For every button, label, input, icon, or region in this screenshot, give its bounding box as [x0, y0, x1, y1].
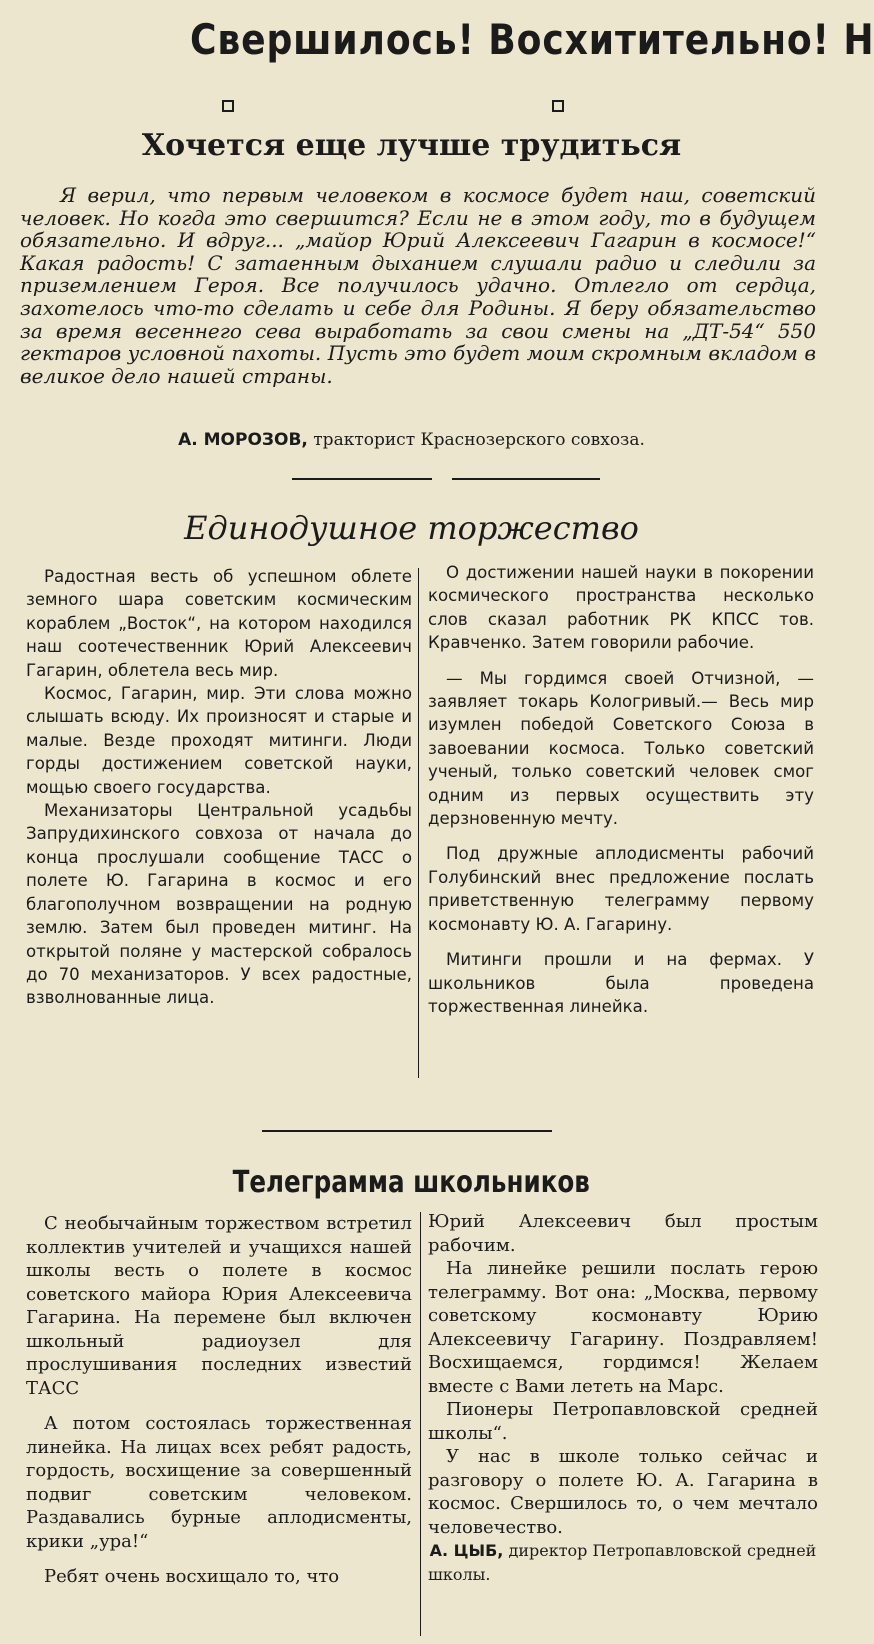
article3-paragraph: На линейке решили послать герою телеграмму. Вот она: „Москва, первому советскому космонавту Юрию Алексеевичу Гагарину. Поздравляем! Восхищаемся, гордимся! Желаем вместе с Вами лететь на Марс.: [428, 1258, 818, 1397]
article2-paragraph: О достижении нашей науки в покорении космического пространства несколько слов сказал работник РК КПСС тов. Кравченко. Затем говорили рабочие.: [428, 563, 814, 653]
column-divider: [418, 568, 419, 1078]
article3-paragraph: А потом состоялась торжественная линейка. На лицах всех ребят радость, гордость, восхищение за совершенный подвиг советским человеком. Раздавались бурные аплодисменты, крики „ура!“: [26, 1413, 412, 1552]
article3-paragraph: Ребят очень восхищало то, что: [44, 1566, 340, 1587]
article3-paragraph: С необычайным торжеством встретил коллектив учителей и учащихся нашей школы весть о полете в космос советского майора Юрия Алексеевича Гагарина. На перемене был включен школьный радиоузел для прослушивания последних известий ТАСС: [26, 1213, 412, 1399]
article1-title: Хочется еще лучше трудиться: [141, 128, 682, 163]
separator-rule: [262, 1130, 552, 1132]
article3-paragraph: У нас в школе только сейчас и разговору о полете Ю. А. Гагарина в космос. Свершилось то, о чем мечтало человечество.: [428, 1446, 818, 1538]
article1-paragraph: Я верил, что первым человеком в космосе будет наш, советский человек. Но когда это свершится? Если не в этом году, то в будущем обязательно. И вдруг... „майор Юрий Алексеевич Гагарин в космосе!“ Какая радость! С затаенным дыханием слушали радио и следили за приземлением Героя. Все получилось удачно. Отлегло от сердца, захотелось что-то сделать и себе для Родины. Я беру обязательство за время весеннего сева выработать за свои смены на „ДТ-54“ 550 гектаров условной пахоты. Пусть это будет моим скромным вкладом в великое дело нашей страны.: [20, 183, 816, 388]
article2-left-column: [26, 565, 412, 1010]
article3-title: Телеграмма школьников: [232, 1165, 590, 1200]
article1-author-role: тракторист Краснозерского совхоза.: [313, 430, 645, 450]
article2-paragraph: Под дружные аплодисменты рабочий Голубинский внес предложение послать приветственную телеграмму первому космонавту Ю. А. Гагарину.: [428, 844, 814, 934]
article1-body: [20, 184, 816, 387]
article3-left-column: [26, 1212, 412, 1589]
article3-author: А. ЦЫБ,: [429, 1541, 504, 1560]
article3-paragraph: Пионеры Петропавловской средней школы“.: [428, 1399, 818, 1444]
article2-right-column: [428, 561, 814, 1018]
article3-signature: [428, 1539, 818, 1586]
column-divider: [420, 1212, 421, 1636]
article2-paragraph: Космос, Гагарин, мир. Эти слова можно слышать всюду. Их произносят и старые и малые. Везде проходят митинги. Люди горды достижением советской науки, мощью своего государства.: [26, 684, 412, 797]
separator-rule: [292, 478, 432, 480]
article3-author-role: директор Петропавловской средней школы.: [428, 1541, 817, 1584]
article2-paragraph: — Мы гордимся своей Отчизной, — заявляет токарь Кологривый.— Весь мир изумлен победой Советского Союза в завоевании космоса. Только советский ученый, только советский человек смог одним из первых осуществить эту дерзновенную мечту.: [428, 668, 814, 829]
ornament-square-left: [222, 100, 234, 112]
banner-headline: Свершилось! Восхитительно! Н: [190, 15, 874, 64]
article1-signature: [0, 428, 823, 452]
ornament-square-right: [552, 100, 564, 112]
article1-author: А. МОРОЗОВ,: [178, 430, 308, 450]
article2-paragraph: Радостная весть об успешном облете земного шара советским космическим кораблем „Восток“, на котором находился наш соотечественник Юрий Алексеевич Гагарин, облетела весь мир.: [26, 567, 412, 680]
article3-paragraph: Юрий Алексеевич был простым рабочим.: [428, 1211, 818, 1256]
article2-paragraph: Механизаторы Центральной усадьбы Запрудихинского совхоза от начала до конца прослушали сообщение ТАСС о полете Ю. Гагарина в космос и его благополучном возвращении на родную землю. Затем был проведен митинг. На открытой поляне у мастерской собралось до 70 механизаторов. У всех радостные, взволнованные лица.: [26, 801, 412, 1008]
article2-paragraph: Митинги прошли и на фермах. У школьников была проведена торжественная линейка.: [428, 950, 814, 1016]
article3-right-column: [428, 1210, 818, 1586]
separator-rule: [452, 478, 600, 480]
article2-title: Единодушное торжество: [184, 509, 639, 547]
